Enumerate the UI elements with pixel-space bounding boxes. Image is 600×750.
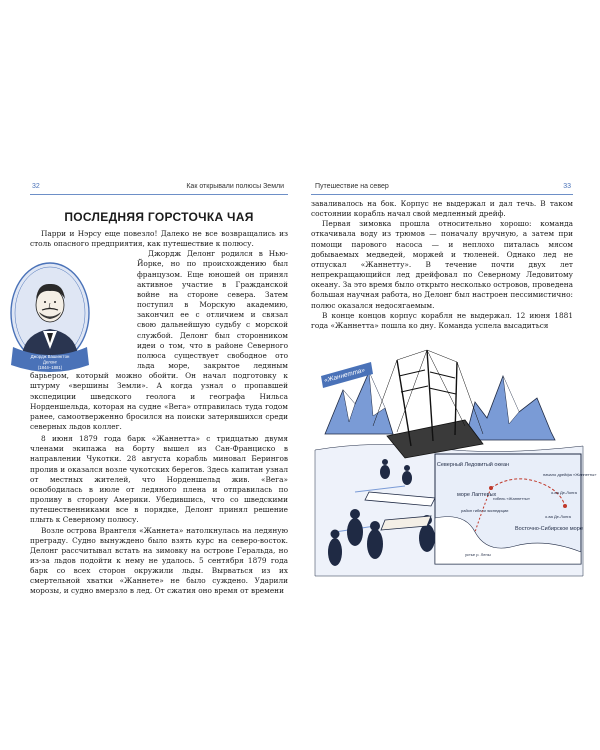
right-paragraph-3: В конце концов корпус корабля не выдержал. 12 июня 1881 года «Жаннетта» пошла ко дну. Команда успела высадиться [311,310,573,330]
right-body-text [311,199,573,331]
left-running-header [30,180,288,195]
chapter-title: ПОСЛЕДНЯЯ ГОРСТОЧКА ЧАЯ [64,210,254,224]
left-page [30,180,288,600]
jeannette-illustration [315,342,597,576]
map-label-ocean: Северный Ледовитый океан [436,462,510,468]
ship-label: «Жаннетта» [323,366,366,385]
right-page-number: 33 [563,183,571,190]
portrait-caption-surname: Делонг [42,359,58,365]
delong-portrait [5,255,95,380]
route-map [435,454,597,564]
right-running-header [311,180,573,195]
map-label-de-long-islands: о-ва Де-Лонга [545,514,571,519]
portrait-caption-years: (1844–1881) [37,365,63,370]
map-label-east-siberian: Восточно-Сибирское море [515,526,583,532]
left-page-number: 32 [32,183,40,190]
portrait-caption-name: Джордж Вашингтон [30,354,70,359]
map-label-wreck: гибель «Жаннетты» [493,496,531,501]
map-label-searches: район гибели экспедиции [461,508,509,513]
map-label-laptev: море Лаптевых [457,492,497,498]
map-label-de-long-islands-north: о-ва Де-Лонга [551,490,577,495]
left-paragraph-4: Возле острова Врангеля «Жаннета» натолкнулась на ледяную преграду. Судно вынуждено было взять курс на северо-восток. Делонг рассчитывал встать на зимовку на острове Геральда, но из-за льдов подойти к нему не удалось. 5 сентября 1879 года барк со всех сторон окружили льды. Вырваться из их смертельной хватки «Жаннете» не было суждено. Ударили морозы, и судно вмерзло в лед. От сжатия оно время от времени [30,525,288,596]
map-label-drift-start: начало дрейфа «Жаннетты» [543,472,597,477]
left-paragraph-1: Парри и Нэрсу еще повезло! Далеко не все возвращались из столь опасного предприятия, как путешествие к полюсу. [30,229,288,249]
right-paragraph-2: Первая зимовка прошла относительно хорошо: команда откачивала воду из трюмов — поначалу вручную, а затем при помощи парового насоса — и неплохо питалась мясом добываемых медведей, моржей и тюленей. Однако лед не отпускал «Жаннетту». В течение почти двух лет непрекращающийся лед дрейфовал по Северному Ледовитому океану. За это время было открыто несколько островов, проведена большая научная работа, но Делонг был настроен пессимистично: полюс оказался недосягаемым. [311,219,573,310]
left-paragraph-3: 8 июня 1879 года барк «Жаннетта» с тридцатью двумя членами экипажа на борту вышел из Сан-Франциско в направлении Чукотки. 28 августа корабль миновал Берингов пролив и оказался возле чукотских берегов. Здесь капитан узнал от местных жителей, что Норденшельд жив. «Вега» освободилась в июле от ледяного плена и отправилась по проливу в сторону Америки. Убедившись, что со шведскими путешественниками все в порядке, Делонг принял решение плыть к Северному полюсу. [30,434,288,525]
left-paragraph-2-text: Джордж Делонг родился в Нью-Йорке, но по происхождению был французом. Еще юношей он принял активное участие в Гражданской войне на стороне севера. Затем поступил в Морскую академию, закончил ее с отличием и связал свою дальнейшую судьбу с морской службой. Делонг был сторонником идеи о том, что в районе Северного полюса существует свободное ото льда море, закрытое ледяным барьером, который можно обойти. Он начал подготовку к штурму «вершины Земли». А когда узнал о пропавшей экспедиции шведского геолога и географа Нильса Норденшельда, которая на судне «Вега» отправилась туда годом ранее, самоотверженно бросился на поиски затерявшихся среди северных льдов коллег. [30,249,288,431]
map-label-lena: устье р. Лены [465,552,491,557]
left-running-title: Как открывали полюсы Земли [186,183,284,190]
right-paragraph-1: заваливалось на бок. Корпус не выдержал и дал течь. В таком состоянии корабль начал свой медленный дрейф. [311,199,573,219]
right-running-title: Путешествие на север [315,183,389,190]
